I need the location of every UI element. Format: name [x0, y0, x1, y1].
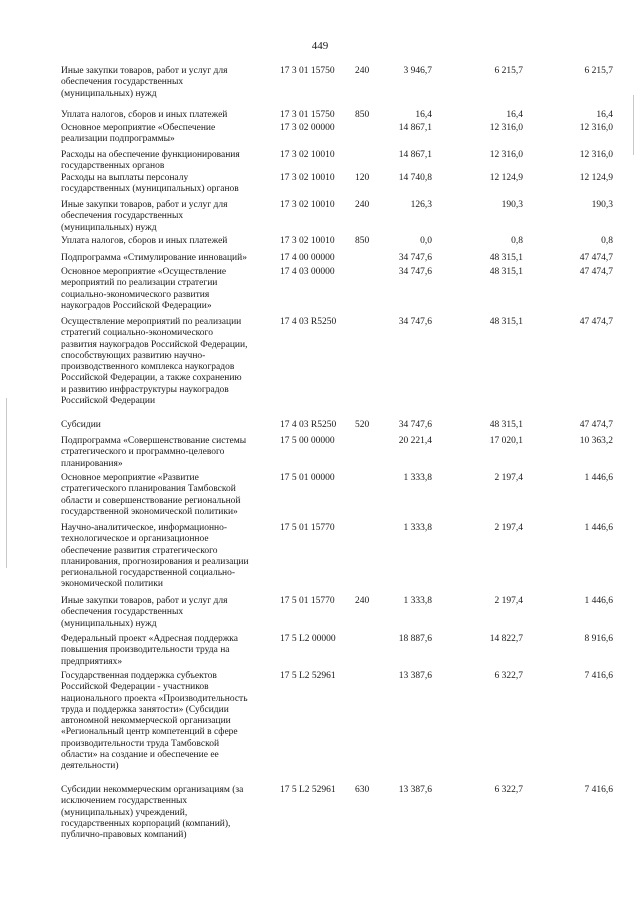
row-name: Федеральный проект «Адресная поддержка повышения производительности труда на предприятиях»	[61, 634, 238, 667]
row-value-2: 48 315,1	[489, 420, 523, 430]
table-row	[0, 420, 640, 436]
row-value-1: 13 387,6	[398, 671, 432, 681]
row-value-2: 48 315,1	[489, 267, 523, 277]
row-code: 17 3 01 15750	[280, 110, 335, 120]
table-row	[0, 123, 640, 150]
row-value-1: 34 747,6	[398, 253, 432, 263]
table-row	[0, 200, 640, 236]
row-code: 17 5 01 00000	[280, 473, 335, 483]
row-name: Основное мероприятие «Обеспечение реализации подпрограммы»	[61, 123, 216, 145]
row-value-3: 1 446,6	[584, 596, 613, 606]
row-code: 17 5 L2 52961	[280, 785, 336, 795]
row-value-2: 14 822,7	[489, 634, 523, 644]
row-value-3: 12 316,0	[579, 150, 613, 160]
table-row	[0, 671, 640, 785]
row-value-1: 1 333,8	[403, 523, 432, 533]
row-value-2: 17 020,1	[489, 436, 523, 446]
row-value-3: 8 916,6	[584, 634, 613, 644]
row-name: Уплата налогов, сборов и иных платежей	[61, 236, 228, 246]
scan-edge-mark	[633, 95, 634, 155]
table-row	[0, 110, 640, 123]
table-row	[0, 596, 640, 634]
row-value-1: 0,0	[420, 236, 432, 246]
table-row	[0, 473, 640, 523]
row-code: 17 5 01 15770	[280, 596, 335, 606]
row-code: 17 3 02 10010	[280, 200, 335, 210]
row-name: Научно-аналитическое, информационно- технологическое и организационное обеспечение развития стратегического планирования, прогнозирования и реализации региональной государственной социально- экономической политики	[61, 523, 249, 590]
row-name: Иные закупки товаров, работ и услуг для обеспечения государственных (муниципальных) нужд	[61, 596, 228, 629]
table-row	[0, 253, 640, 267]
row-value-2: 2 197,4	[494, 523, 523, 533]
row-value-3: 7 416,6	[584, 785, 613, 795]
row-name: Субсидии	[61, 420, 101, 430]
row-value-1: 16,4	[415, 110, 432, 120]
row-expense-type: 240	[355, 200, 370, 210]
row-expense-type: 240	[355, 596, 370, 606]
row-value-3: 12 124,9	[579, 173, 613, 183]
row-value-2: 2 197,4	[494, 596, 523, 606]
table-row	[0, 150, 640, 173]
row-name: Субсидии некоммерческим организациям (за исключением государственных (муниципальных) учреждений, государственных корпораций (компаний), публично-правовых компаний)	[61, 785, 244, 841]
row-name: Подпрограмма «Стимулирование инноваций»	[61, 253, 247, 263]
row-value-3: 1 446,6	[584, 473, 613, 483]
row-value-3: 0,8	[601, 236, 613, 246]
row-value-1: 14 867,1	[398, 150, 432, 160]
row-value-1: 1 333,8	[403, 473, 432, 483]
row-value-2: 2 197,4	[494, 473, 523, 483]
table-row	[0, 436, 640, 473]
row-name: Расходы на выплаты персоналу государственных (муниципальных) органов	[61, 173, 239, 195]
row-name: Основное мероприятие «Развитие стратегического планирования Тамбовской области и совершенствование региональной государственной экономической политики»	[61, 473, 241, 517]
row-value-1: 34 747,6	[398, 420, 432, 430]
row-value-3: 16,4	[596, 110, 613, 120]
row-value-1: 20 221,4	[398, 436, 432, 446]
row-name: Иные закупки товаров, работ и услуг для обеспечения государственных (муниципальных) нужд	[61, 200, 228, 233]
row-value-3: 47 474,7	[579, 317, 613, 327]
row-code: 17 4 03 R5250	[280, 420, 337, 430]
row-value-2: 16,4	[506, 110, 523, 120]
row-expense-type: 240	[355, 66, 370, 76]
row-value-2: 6 322,7	[494, 671, 523, 681]
row-expense-type: 120	[355, 173, 370, 183]
row-name: Осуществление мероприятий по реализации стратегий социально-экономического развития наукоградов Российской Федерации, способствующих развитию научно- производственного комплекса наукоградов Российской Федерации, а также сохранению и развитию инфраструктуры наукоградов Российской Федерации	[61, 317, 248, 407]
row-name: Уплата налогов, сборов и иных платежей	[61, 110, 228, 120]
budget-table	[0, 66, 640, 845]
row-code: 17 3 02 10010	[280, 150, 335, 160]
row-code: 17 5 L2 00000	[280, 634, 336, 644]
row-value-2: 0,8	[511, 236, 523, 246]
row-code: 17 5 L2 52961	[280, 671, 336, 681]
row-value-3: 7 416,6	[584, 671, 613, 681]
row-value-1: 13 387,6	[398, 785, 432, 795]
row-value-1: 126,3	[410, 200, 432, 210]
row-value-2: 12 124,9	[489, 173, 523, 183]
table-row	[0, 267, 640, 317]
row-expense-type: 630	[355, 785, 370, 795]
row-value-3: 47 474,7	[579, 420, 613, 430]
row-value-2: 6 322,7	[494, 785, 523, 795]
row-code: 17 3 02 10010	[280, 173, 335, 183]
row-value-2: 12 316,0	[489, 150, 523, 160]
row-expense-type: 850	[355, 110, 370, 120]
row-code: 17 3 02 10010	[280, 236, 335, 246]
row-value-3: 190,3	[591, 200, 613, 210]
row-name: Основное мероприятие «Осуществление мероприятий по реализации стратегии социально-экономического развития наукоградов Российской Федерации»	[61, 267, 227, 311]
row-value-3: 6 215,7	[584, 66, 613, 76]
table-row	[0, 66, 640, 110]
row-value-2: 6 215,7	[494, 66, 523, 76]
row-code: 17 5 01 15770	[280, 523, 335, 533]
table-row	[0, 236, 640, 253]
row-code: 17 5 00 00000	[280, 436, 335, 446]
row-value-2: 12 316,0	[489, 123, 523, 133]
row-value-2: 190,3	[501, 200, 523, 210]
row-name: Иные закупки товаров, работ и услуг для обеспечения государственных (муниципальных) нужд	[61, 66, 228, 99]
row-code: 17 3 01 15750	[280, 66, 335, 76]
row-value-3: 47 474,7	[579, 253, 613, 263]
table-row	[0, 173, 640, 200]
row-expense-type: 520	[355, 420, 370, 430]
row-value-1: 34 747,6	[398, 267, 432, 277]
row-code: 17 4 00 00000	[280, 253, 335, 263]
row-value-1: 3 946,7	[403, 66, 432, 76]
row-value-1: 1 333,8	[403, 596, 432, 606]
row-value-3: 1 446,6	[584, 523, 613, 533]
row-value-3: 10 363,2	[579, 436, 613, 446]
table-row	[0, 317, 640, 420]
table-row	[0, 523, 640, 596]
row-value-1: 14 740,8	[398, 173, 432, 183]
row-value-1: 34 747,6	[398, 317, 432, 327]
row-name: Государственная поддержка субъектов Российской Федерации - участников национального проекта «Производительность труда и поддержка занятости» (Субсидии автономной некоммерческой организации «Региональный центр компетенций в сфере производительности труда Тамбовской области» на создание и обеспечение ее деятельности)	[61, 671, 248, 772]
row-value-1: 18 887,6	[398, 634, 432, 644]
row-value-3: 47 474,7	[579, 267, 613, 277]
row-code: 17 4 03 R5250	[280, 317, 337, 327]
row-value-3: 12 316,0	[579, 123, 613, 133]
row-name: Расходы на обеспечение функционирования государственных органов	[61, 150, 240, 172]
row-value-2: 48 315,1	[489, 253, 523, 263]
row-value-2: 48 315,1	[489, 317, 523, 327]
page-number: 449	[311, 40, 329, 52]
row-code: 17 3 02 00000	[280, 123, 335, 133]
table-row	[0, 785, 640, 845]
row-expense-type: 850	[355, 236, 370, 246]
row-code: 17 4 03 00000	[280, 267, 335, 277]
row-name: Подпрограмма «Совершенствование системы стратегического и программно-целевого планирования»	[61, 436, 247, 469]
scan-edge-mark	[6, 398, 7, 568]
table-row	[0, 634, 640, 671]
row-value-1: 14 867,1	[398, 123, 432, 133]
